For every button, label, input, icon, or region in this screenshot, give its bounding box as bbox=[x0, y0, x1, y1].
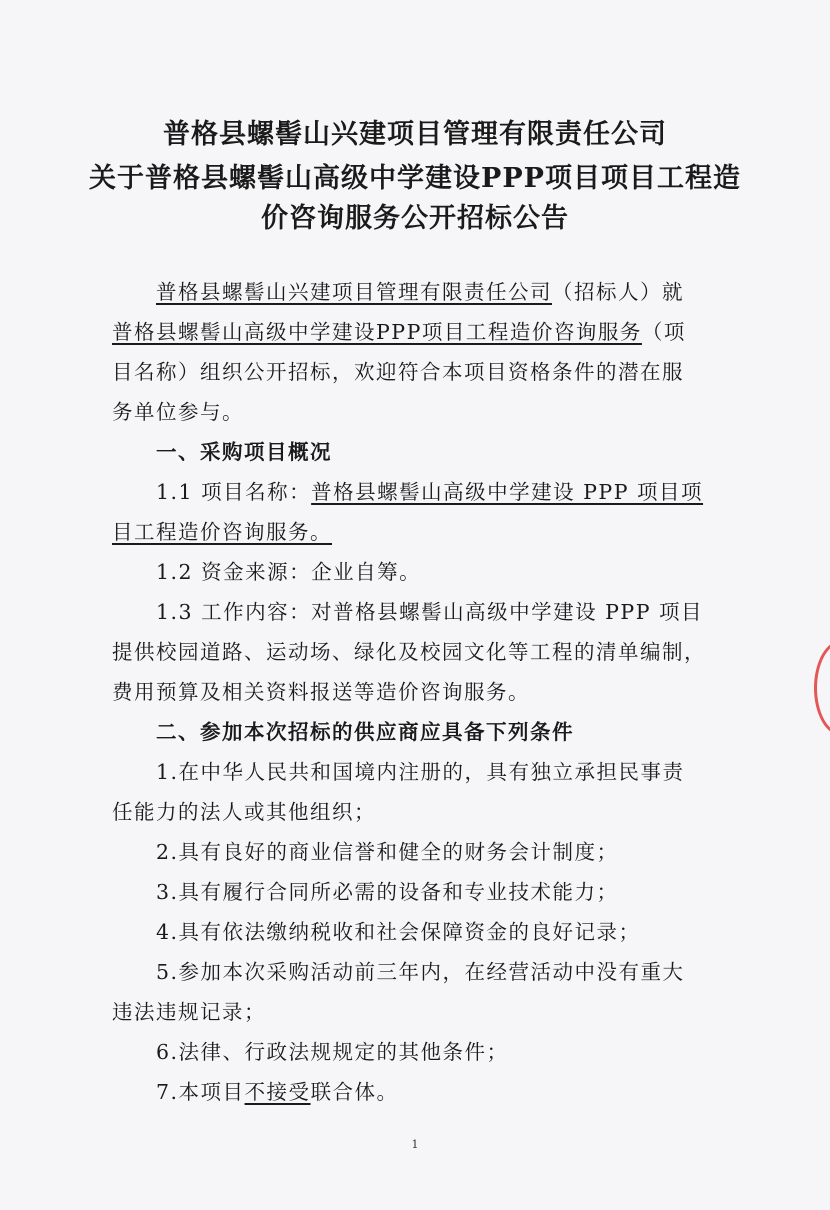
intro-line-4: 务单位参与。 bbox=[112, 400, 244, 424]
item-1-1-value: 普格县螺髻山高级中学建设 PPP 项目项 bbox=[311, 480, 704, 504]
item-1-1-cont bbox=[112, 518, 332, 546]
page-number: 1 bbox=[411, 1138, 419, 1151]
item-1-1-value-cont: 目工程造价咨询服务。 bbox=[112, 520, 332, 544]
title-line-1: 普格县螺髻山兴建项目管理有限责任公司 bbox=[163, 119, 667, 150]
condition-5-line-1: 5.参加本次采购活动前三年内，在经营活动中没有重大 bbox=[156, 960, 685, 984]
title-line-3: 价咨询服务公开招标公告 bbox=[261, 203, 569, 234]
condition-7-suffix: 联合体。 bbox=[310, 1080, 399, 1104]
red-seal-stamp bbox=[814, 640, 830, 736]
section1-heading: 一、采购项目概况 bbox=[156, 440, 332, 464]
item-1-2-label: 1.2 资金来源： bbox=[156, 560, 312, 584]
item-1-3-line-1: 1.3 工作内容：对普格县螺髻山高级中学建设 PPP 项目 bbox=[156, 600, 704, 624]
condition-7 bbox=[112, 1078, 399, 1106]
condition-4: 4.具有依法缴纳税收和社会保障资金的良好记录； bbox=[156, 920, 641, 944]
condition-5-line-2: 违法违规记录； bbox=[112, 1000, 266, 1024]
item-1-2 bbox=[112, 558, 421, 586]
intro-line-3: 目名称）组织公开招标，欢迎符合本项目资格条件的潜在服 bbox=[112, 360, 684, 384]
tenderer-name: 普格县螺髻山兴建项目管理有限责任公司 bbox=[156, 280, 552, 304]
item-1-1 bbox=[112, 478, 703, 506]
item-1-3-line-3: 费用预算及相关资料报送等造价咨询服务。 bbox=[112, 680, 530, 704]
item-1-1-label: 1.1 项目名称： bbox=[156, 480, 312, 504]
intro-line-2 bbox=[112, 318, 686, 346]
project-name: 普格县螺髻山高级中学建设PPP项目工程造价咨询服务 bbox=[112, 320, 642, 344]
project-note: （项 bbox=[641, 320, 686, 344]
condition-6: 6.法律、行政法规规定的其他条件； bbox=[156, 1040, 509, 1064]
condition-1-line-1: 1.在中华人民共和国境内注册的，具有独立承担民事责 bbox=[156, 760, 685, 784]
title-line-2: 关于普格县螺髻山高级中学建设PPP项目项目工程造 bbox=[89, 163, 741, 194]
condition-7-prefix: 7.本项目 bbox=[156, 1080, 245, 1104]
tenderer-note: （招标人）就 bbox=[552, 280, 684, 304]
condition-1-line-2: 任能力的法人或其他组织； bbox=[112, 800, 376, 824]
section2-heading: 二、参加本次招标的供应商应具备下列条件 bbox=[156, 720, 574, 744]
condition-7-emphasis: 不接受 bbox=[244, 1080, 311, 1104]
condition-2: 2.具有良好的商业信誉和健全的财务会计制度； bbox=[156, 840, 619, 864]
condition-3: 3.具有履行合同所必需的设备和专业技术能力； bbox=[156, 880, 619, 904]
item-1-3-line-2: 提供校园道路、运动场、绿化及校园文化等工程的清单编制， bbox=[112, 640, 706, 664]
item-1-2-value: 企业自筹。 bbox=[311, 560, 422, 584]
intro-line-1 bbox=[112, 278, 684, 306]
